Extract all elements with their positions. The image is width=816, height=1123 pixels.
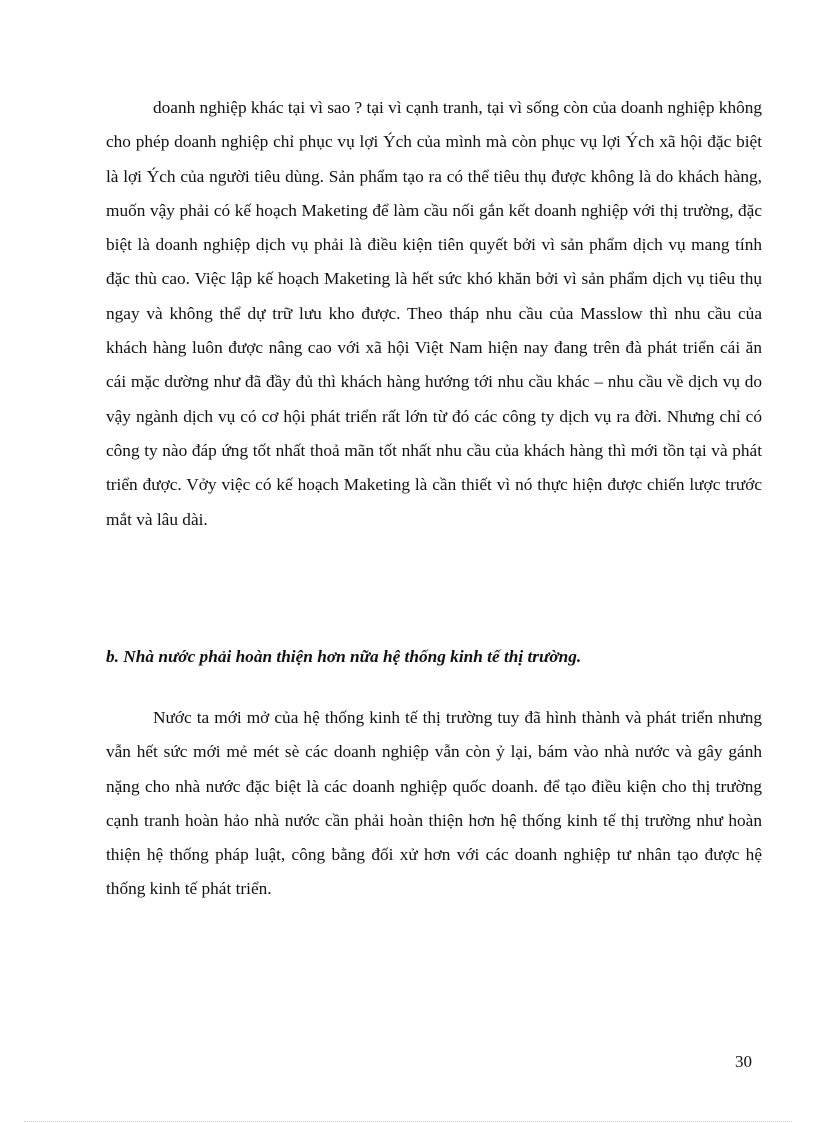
page-number: 30 [735, 1052, 752, 1071]
paragraph-continuation: doanh nghiệp khác tại vì sao ? tại vì cạnh tranh, tại vì sống còn của doanh nghiệp không cho phép doanh nghiệp chỉ phục vụ lợi Ých của mình mà còn phục vụ lợi Ých xã hội đặc biệt là lợi Ých của người tiêu dùng. Sản phẩm tạo ra có thể tiêu thụ được không là do khách hàng, muốn vậy phải có kế hoạch Maketing để làm cầu nối gắn kết doanh nghiệp với thị trường, đặc biệt là doanh nghiệp dịch vụ phải là điều kiện tiên quyết bởi vì sản phẩm dịch vụ mang tính đặc thù cao. Việc lập kế hoạch Maketing là hết sức khó khăn bởi vì sản phẩm dịch vụ tiêu thụ ngay và không thể dự trữ lưu kho được. Theo tháp nhu cầu của Masslow thì nhu cầu của khách hàng luôn được nâng cao với xã hội Việt Nam hiện nay đang trên đà phát triển cái ăn cái mặc dường như đã đầy đủ thì khách hàng hướng tới nhu cầu khác – nhu cầu về dịch vụ do vậy ngành dịch vụ có cơ hội phát triển rất lớn từ đó các công ty dịch vụ ra đời. Nhưng chỉ có công ty nào đáp ứng tốt nhất thoả mãn tốt nhất nhu cầu của khách hàng thì mới tồn tại và phát triển được. Vởy việc có kế hoạch Maketing là cần thiết vì nó thực hiện được chiến lược trước mắt và lâu dài. [106, 98, 763, 529]
body-text-lower [106, 701, 762, 907]
page-bottom-divider [24, 1121, 792, 1122]
paragraph-section-b: Nước ta mới mở của hệ thống kinh tế thị trường tuy đã hình thành và phát triển nhưng vẫn hết sức mới mẻ mét sè các doanh nghiệp vẫn còn ỷ lại, bám vào nhà nước và gây gánh nặng cho nhà nước đặc biệt là các doanh nghiệp quốc doanh. để tạo điều kiện cho thị trường cạnh tranh hoàn hảo nhà nước cần phải hoàn thiện hơn hệ thống kinh tế thị trường như hoàn thiện hệ thống pháp luật, công bằng đối xử hơn với các doanh nghiệp tư nhân tạo được hệ thống kinh tế phát triển. [106, 708, 762, 899]
body-text-upper [106, 91, 762, 537]
section-heading-b: b. Nhà nước phải hoàn thiện hơn nữa hệ thống kinh tế thị trường. [106, 647, 582, 666]
